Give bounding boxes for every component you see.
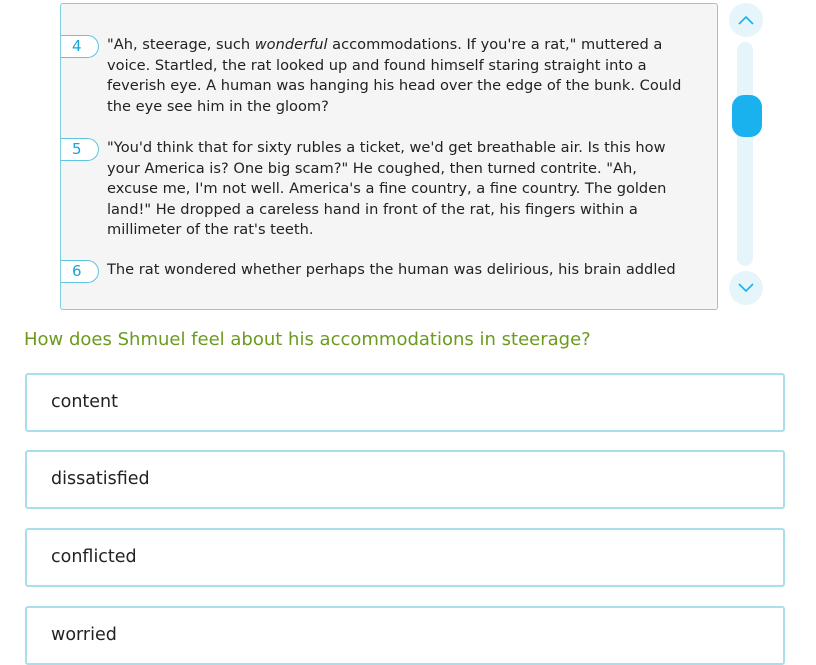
scrollbar-track[interactable] xyxy=(737,42,753,266)
answer-option-dissatisfied[interactable] xyxy=(25,450,785,509)
question-prompt: How does Shmuel feel about his accommodations in steerage? xyxy=(24,329,591,350)
scroll-down-button[interactable] xyxy=(729,271,763,305)
paragraph-number-badge: 4 xyxy=(61,35,99,58)
option-label: conflicted xyxy=(51,547,137,567)
paragraph-number-badge: 6 xyxy=(61,260,99,283)
paragraph-text: "You'd think that for sixty rubles a ticket, we'd get breathable air. Is this how your America is? One big scam?" He coughed, then turned contrite. "Ah, excuse me, I'm not well. America's a fine country, a fine country. The golden land!" He dropped a careless hand in front of the rat, his fingers within a millimeter of the rat's teeth. xyxy=(107,139,667,239)
option-label: dissatisfied xyxy=(51,469,150,489)
option-label: worried xyxy=(51,625,117,645)
paragraph-text: The rat wondered whether perhaps the human was delirious, his brain addled xyxy=(107,261,676,278)
scrollbar-thumb[interactable] xyxy=(732,95,762,137)
chevron-up-icon xyxy=(738,14,754,26)
paragraph-number-badge: 5 xyxy=(61,138,99,161)
passage-panel[interactable] xyxy=(60,3,718,310)
chevron-down-icon xyxy=(738,282,754,294)
option-label: content xyxy=(51,392,119,412)
answer-option-content[interactable] xyxy=(25,373,785,432)
scroll-up-button[interactable] xyxy=(729,3,763,37)
paragraph-text: "Ah, steerage, such wonderful accommodations. If you're a rat," muttered a voice. Startled, the rat looked up and found himself staring straight into a feverish eye. A human was hanging his head over the edge of the bunk. Could the eye see him in the gloom? xyxy=(107,36,682,115)
answer-option-conflicted[interactable] xyxy=(25,528,785,587)
answer-option-worried[interactable] xyxy=(25,606,785,665)
